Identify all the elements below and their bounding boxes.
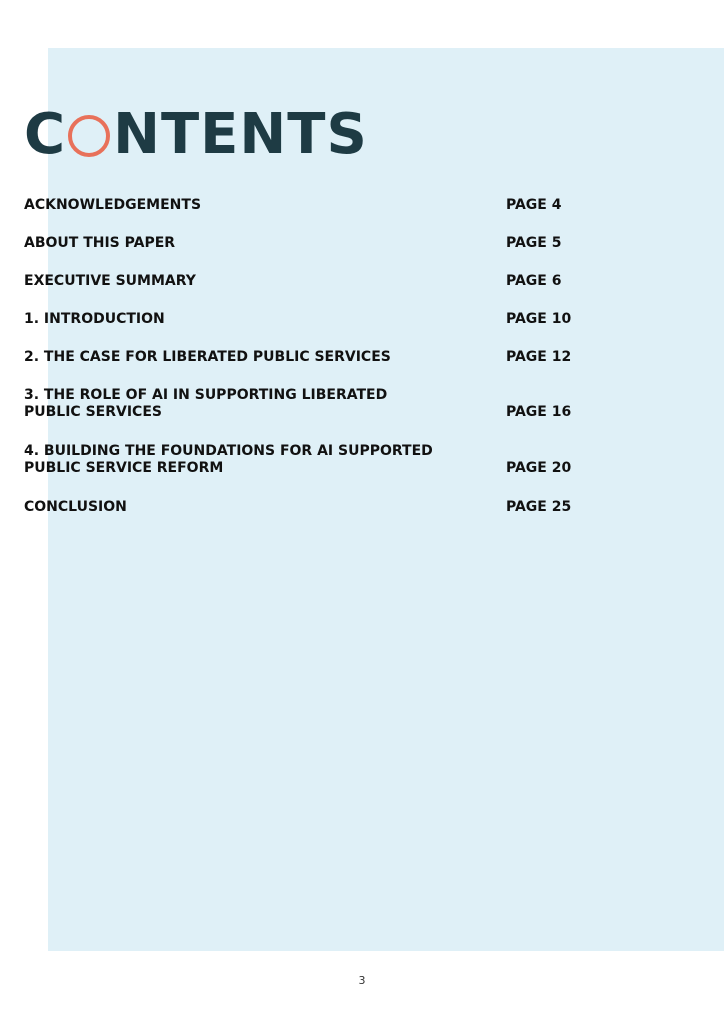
orange-ring-icon (68, 115, 110, 157)
toc-entry-label: 4. BUILDING THE FOUNDATIONS FOR AI SUPPORTED PUBLIC SERVICE REFORM (24, 443, 433, 476)
toc-entry-page: PAGE 4 (506, 197, 562, 213)
toc-entry-label: 3. THE ROLE OF AI IN SUPPORTING LIBERATED PUBLIC SERVICES (24, 387, 388, 420)
toc-entry-page: PAGE 12 (506, 349, 572, 365)
toc-entry-label: ABOUT THIS PAPER (24, 235, 176, 251)
toc-entry-label: 2. THE CASE FOR LIBERATED PUBLIC SERVICES (24, 349, 391, 365)
toc-entry-label: EXECUTIVE SUMMARY (24, 273, 196, 289)
toc-entry-page: PAGE 20 (506, 460, 572, 476)
toc-entry-label: ACKNOWLEDGEMENTS (24, 197, 202, 213)
toc-entry-page: PAGE 6 (506, 273, 562, 289)
toc-entry-page: PAGE 10 (506, 311, 572, 327)
title-rest: NTENTS (113, 102, 368, 167)
page-number: 3 (358, 974, 366, 987)
title-first-letter: C (24, 102, 67, 167)
toc-entry-label: 1. INTRODUCTION (24, 311, 165, 327)
toc-entry-label: CONCLUSION (24, 499, 127, 515)
toc-entry-page: PAGE 5 (506, 235, 562, 251)
toc-entry-page: PAGE 16 (506, 404, 572, 420)
page-title (24, 100, 368, 170)
toc-entry-page: PAGE 25 (506, 499, 572, 515)
